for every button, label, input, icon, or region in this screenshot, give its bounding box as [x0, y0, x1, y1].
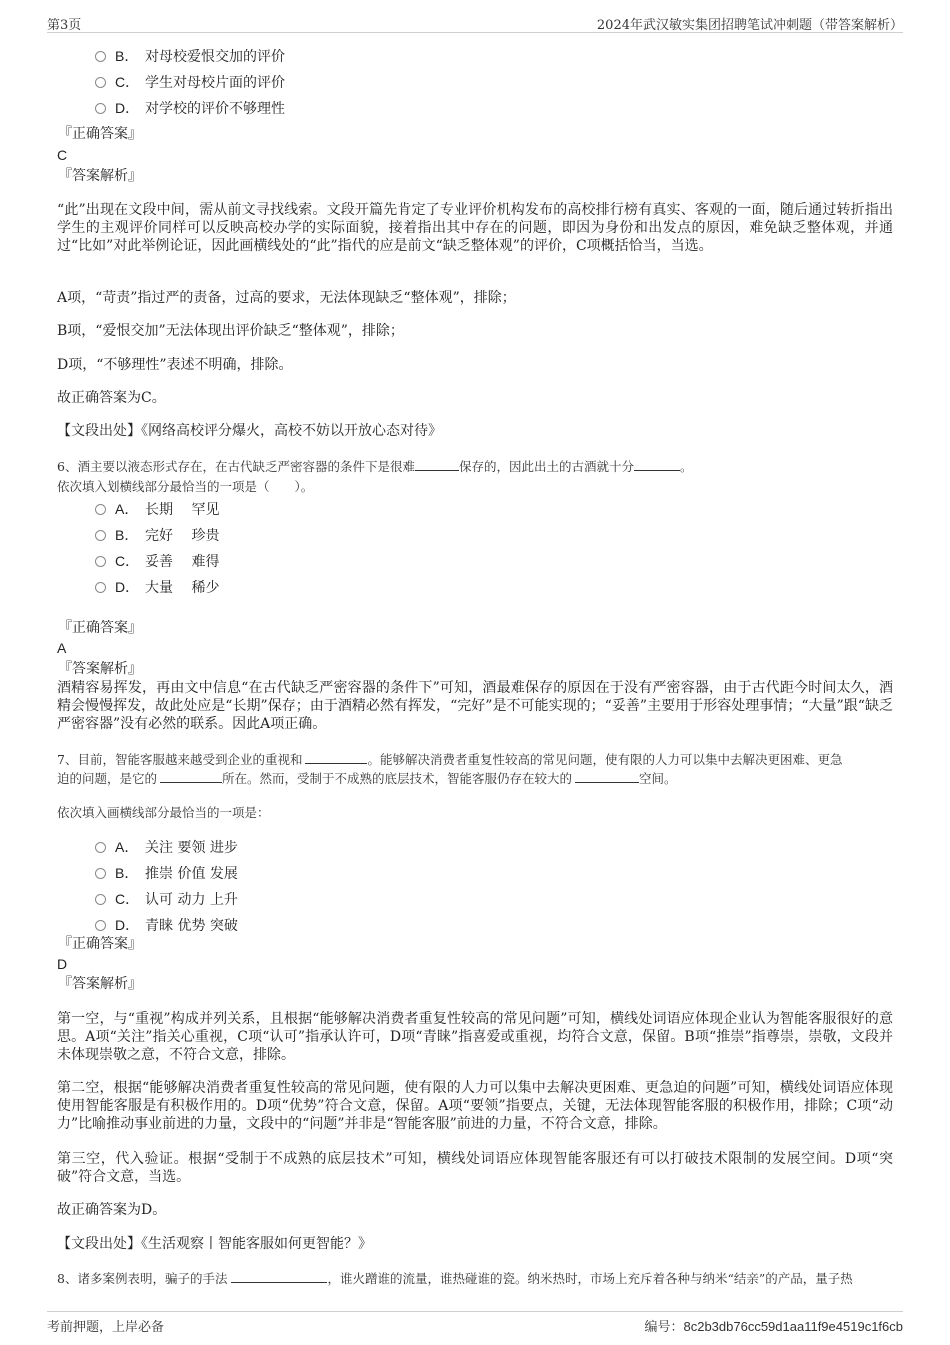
q6-option-c[interactable]: C． 妥善 难得 — [95, 551, 219, 572]
q7-option-c[interactable]: C． 认可 动力 上升 — [95, 889, 238, 910]
q7-option-d[interactable]: D． 青睐 优势 突破 — [95, 915, 238, 936]
q5-analysis-paragraph: B项，“爱恨交加”无法体现出评价缺乏“整体观”，排除； — [57, 323, 404, 339]
footer-slogan: 考前押题，上岸必备 — [47, 1320, 165, 1335]
q8-stem: 8、诸多案例表明，骗子的手法 ，谁火蹭谁的流量，谁热碰谁的瓷。纳米热时，市场上充斥着各种与纳米“结亲”的产品，量子热 — [57, 1271, 853, 1286]
page-number: 第3页 — [47, 18, 82, 33]
q7-answer-label: 『正确答案』 — [58, 936, 142, 952]
q7-option-a[interactable]: A． 关注 要领 进步 — [95, 837, 238, 858]
q5-analysis-label: 『答案解析』 — [58, 168, 142, 184]
radio-icon[interactable] — [95, 77, 106, 88]
radio-icon[interactable] — [95, 51, 106, 62]
radio-icon[interactable] — [95, 103, 106, 114]
q7-analysis-paragraph: 第一空，与“重视”构成并列关系，且根据“能够解决消费者重复性较高的常见问题”可知，横线处词语应体现企业认为智能客服很好的意思。A项“关注”指关心重视，C项“认可”指承认许可，D项“青睐”指喜爱或重视，均符合文意，保留。B项“推崇”指尊崇，崇敬，文段并未体现崇敬之意，不符合文意，排除。 — [57, 1011, 893, 1063]
q6-option-b[interactable]: B． 完好 珍贵 — [95, 525, 219, 546]
fill-blank — [160, 770, 222, 783]
q7-analysis-paragraph: 第二空，根据“能够解决消费者重复性较高的常见问题，使有限的人力可以集中去解决更困难、更急迫的问题”可知，横线处词语应体现使用智能客服是有积极作用的。D项“优势”符合文意，保留。A项“要领”指要点，关键，无法体现智能客服的积极作用，排除；C项“动力”比喻推动事业前进的力量，文段中的“问题”并非是“智能客服”前进的力量，不符合文意，排除。 — [57, 1080, 893, 1132]
q6-answer: A — [57, 640, 67, 656]
fill-blank — [575, 770, 639, 783]
page-footer — [47, 1311, 903, 1336]
q7-analysis-label: 『答案解析』 — [58, 976, 142, 992]
radio-icon[interactable] — [95, 868, 106, 879]
q7-instruction: 依次填入画横线部分最恰当的一项是： — [57, 805, 270, 820]
q7-source: 【文段出处】《生活观察丨智能客服如何更智能？》 — [57, 1236, 372, 1252]
q7-answer: D — [57, 956, 68, 972]
radio-icon[interactable] — [95, 556, 106, 567]
q5-analysis-paragraph: A项，“苛责”指过严的责备，过高的要求，无法体现缺乏“整体观”，排除； — [57, 290, 516, 306]
q5-analysis-paragraph: “此”出现在文段中间，需从前文寻找线索。文段开篇先肯定了专业评价机构发布的高校排行榜有真实、客观的一面，随后通过转折指出学生的主观评价同样可以反映高校办学的实际面貌，接着指出其中存在的问题，即因为身份和出发点的原因，难免缺乏整体观，并通过“比如”对此举例论证，因此画横线处的“此”指代的应是前文“缺乏整体观”的评价，C项概括恰当，当选。 — [57, 202, 893, 254]
radio-icon[interactable] — [95, 530, 106, 541]
q5-analysis-paragraph: 故正确答案为C。 — [57, 390, 166, 406]
q6-stem: 6、酒主要以液态形式存在，在古代缺乏严密容器的条件下是很难 保存的，因此出土的古酒就十分 。 — [57, 459, 693, 474]
q5-option-b[interactable]: B． 对母校爱恨交加的评价 — [95, 46, 285, 67]
document-title: 2024年武汉敏实集团招聘笔试冲刺题（带答案解析） — [596, 18, 903, 33]
radio-icon[interactable] — [95, 894, 106, 905]
q5-answer-label: 『正确答案』 — [58, 126, 142, 142]
document-code: 编号：8c2b3db76cc59d1aa11f9e4519c1f6cb — [644, 1319, 903, 1335]
radio-icon[interactable] — [95, 920, 106, 931]
q6-answer-label: 『正确答案』 — [58, 620, 142, 636]
q6-option-a[interactable]: A． 长期 罕见 — [95, 499, 219, 520]
q6-analysis-paragraph: 酒精容易挥发，再由文中信息“在古代缺乏严密容器的条件下”可知，酒最难保存的原因在于没有严密容器，由于古代距今时间太久，酒精会慢慢挥发，故此处应是“长期”保存；由于酒精必然有挥发，“完好”是不可能实现的；“妥善”主要用于形容处理事情；“大量”跟“缺乏严密容器”没有必然的联系。因此A项正确。 — [57, 680, 893, 732]
q5-analysis-paragraph: D项，“不够理性”表述不明确，排除。 — [57, 357, 293, 373]
q5-source: 【文段出处】《网络高校评分爆火，高校不妨以开放心态对待》 — [57, 423, 442, 439]
q5-option-c[interactable]: C． 学生对母校片面的评价 — [95, 72, 285, 93]
q6-instruction: 依次填入划横线部分最恰当的一项是（ ）。 — [57, 479, 314, 494]
q6-analysis-label: 『答案解析』 — [58, 661, 142, 677]
q6-option-d[interactable]: D． 大量 稀少 — [95, 577, 219, 598]
radio-icon[interactable] — [95, 842, 106, 853]
page-header — [47, 12, 903, 33]
fill-blank — [231, 1270, 327, 1283]
q5-option-d[interactable]: D． 对学校的评价不够理性 — [95, 98, 285, 119]
radio-icon[interactable] — [95, 504, 106, 515]
radio-icon[interactable] — [95, 582, 106, 593]
fill-blank — [634, 458, 680, 471]
q7-stem: 7、目前，智能客服越来越受到企业的重视和 。能够解决消费者重复性较高的常见问题，使有限的人力可以集中去解决更困难、更急 迫的问题，是它的 所在。然而，受制于不成熟的底层技术，智能客服仍存在较大的 空间。 — [57, 752, 843, 786]
q5-answer: C — [57, 147, 68, 163]
q7-option-b[interactable]: B． 推崇 价值 发展 — [95, 863, 238, 884]
fill-blank — [415, 458, 459, 471]
q7-analysis-paragraph: 故正确答案为D。 — [57, 1202, 167, 1218]
q7-analysis-paragraph: 第三空，代入验证。根据“受制于不成熟的底层技术”可知，横线处词语应体现智能客服还有可以打破技术限制的发展空间。D项“突破”符合文意，当选。 — [57, 1151, 893, 1185]
fill-blank — [305, 751, 367, 764]
